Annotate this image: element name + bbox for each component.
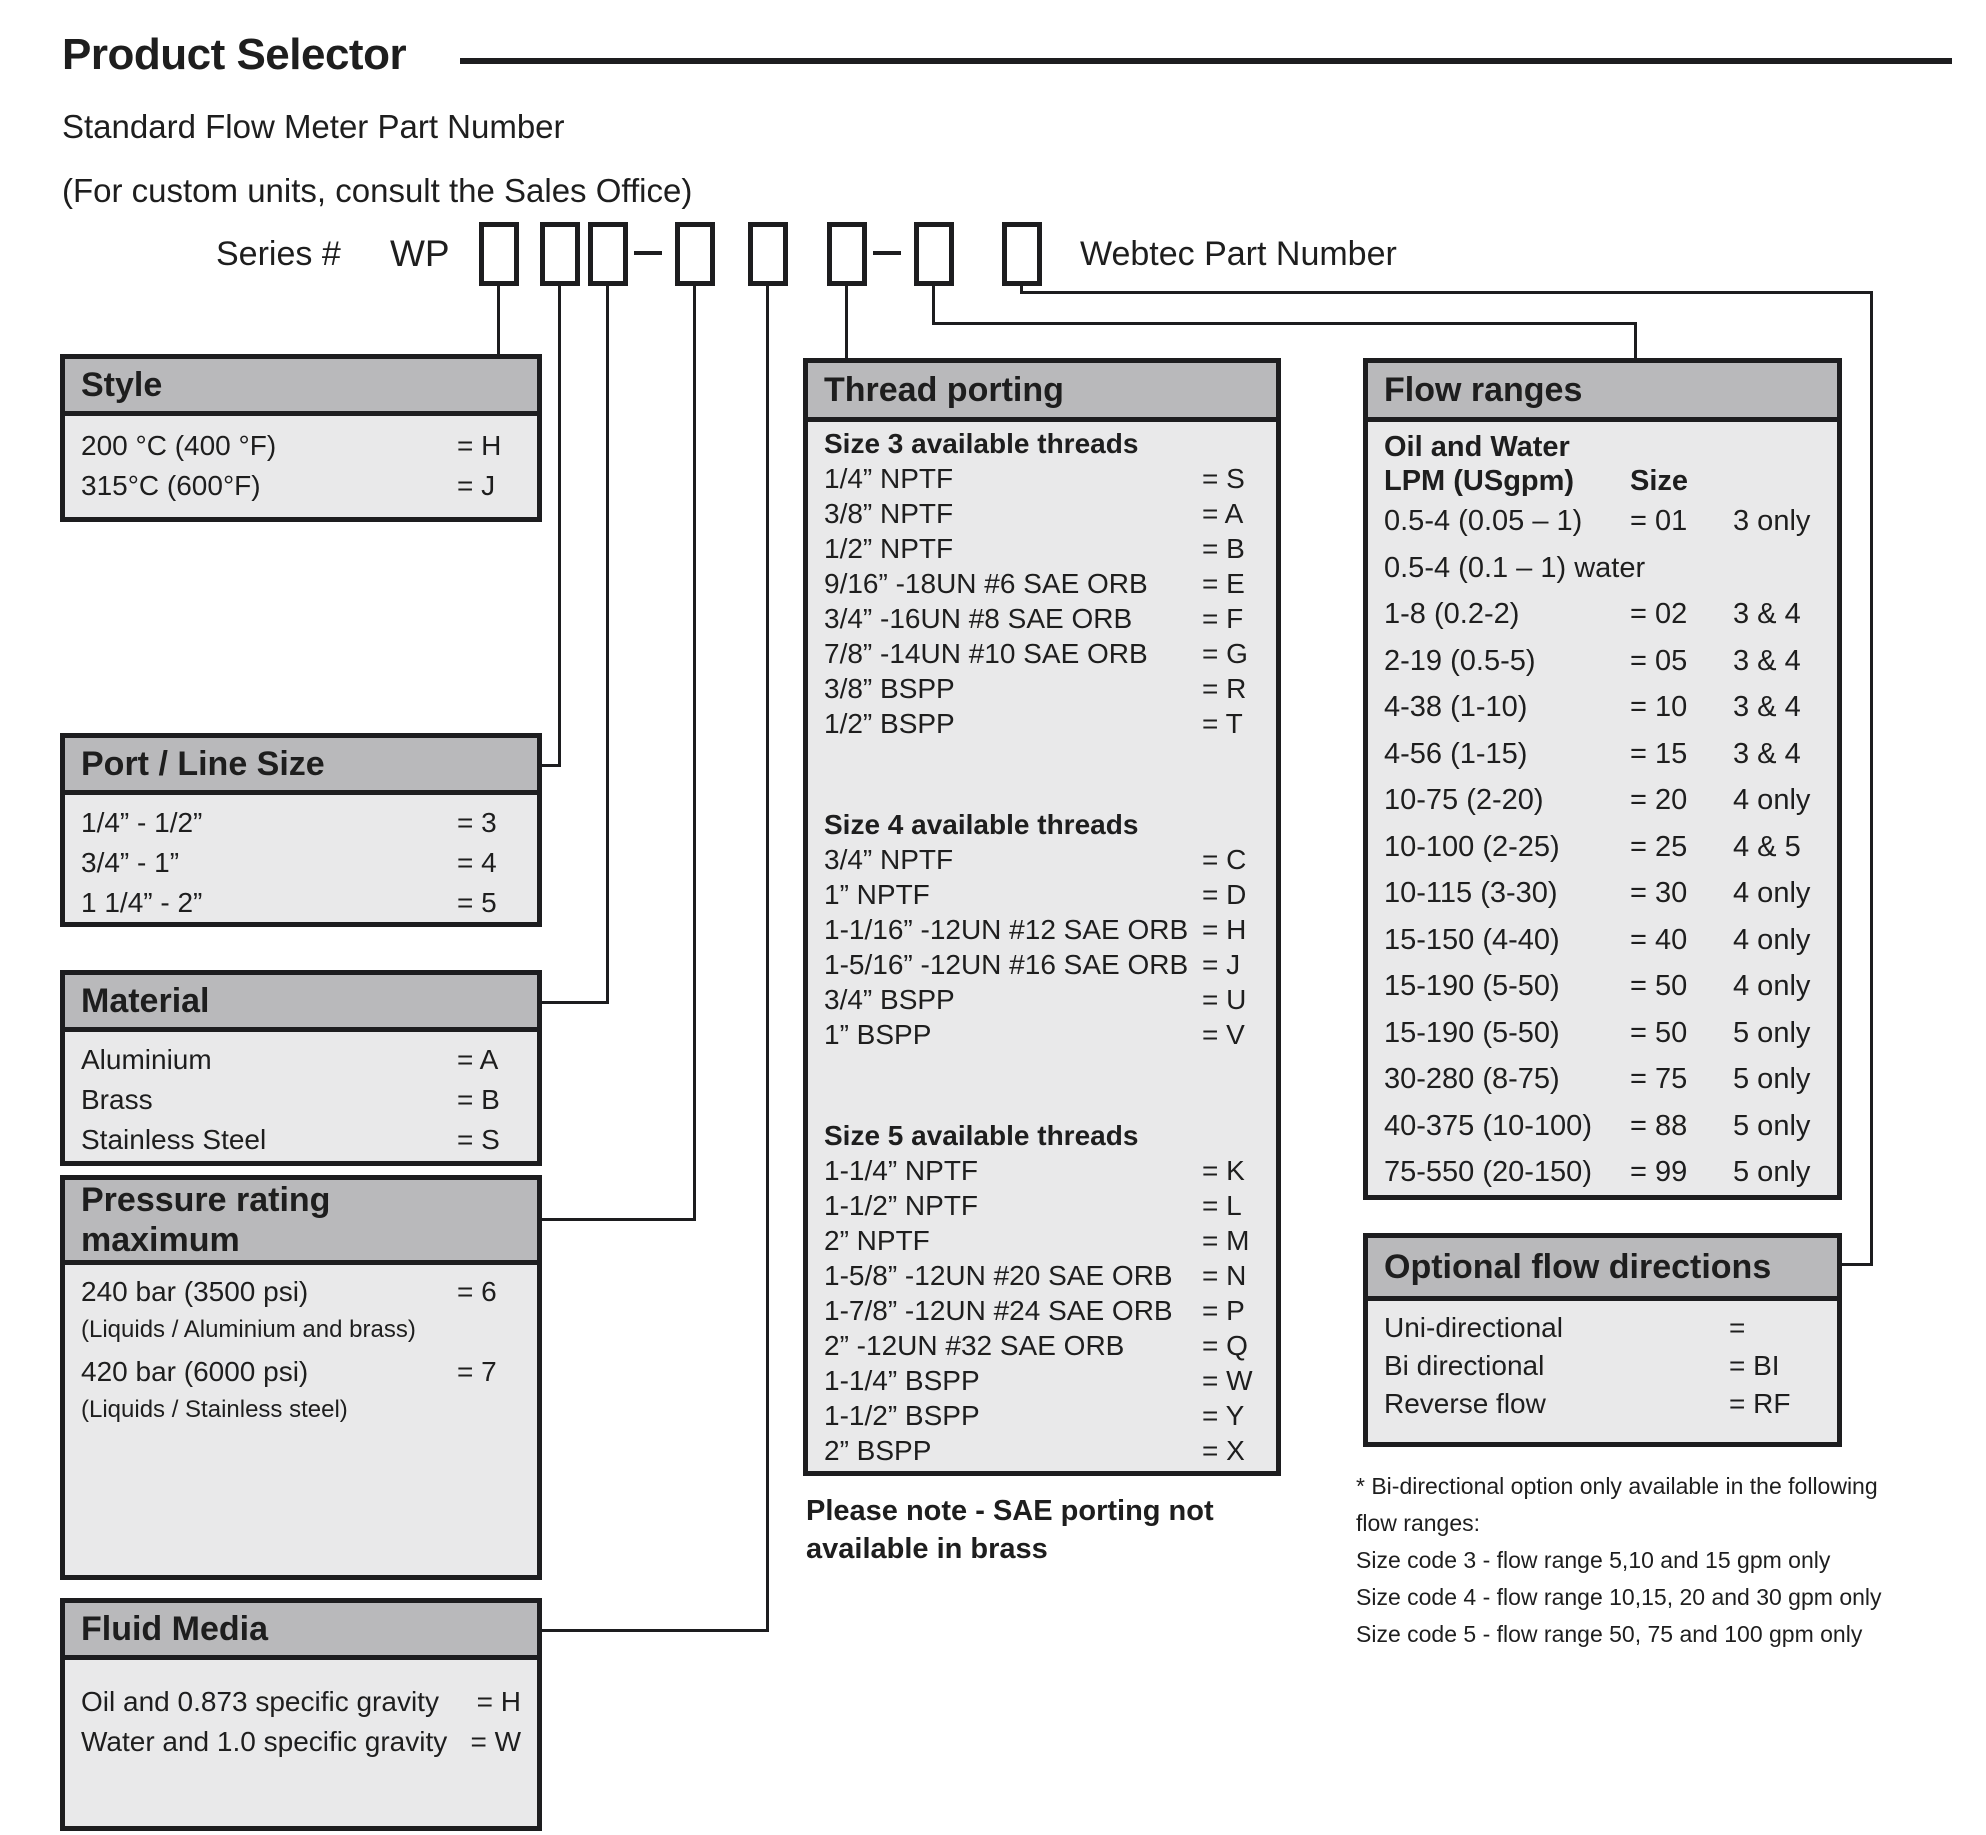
thread-size3-row-code: = G bbox=[1202, 638, 1248, 669]
port-line-size-row-label: 1/4” - 1/2” bbox=[81, 807, 203, 838]
thread-size5-row-code: = W bbox=[1202, 1365, 1253, 1396]
style-table-title: Style bbox=[81, 366, 163, 404]
thread-size5-row-code: = X bbox=[1202, 1435, 1245, 1466]
thread-size5-heading: Size 5 available threads bbox=[824, 1120, 1139, 1151]
flow-range-row-size: 3 & 4 bbox=[1733, 644, 1801, 677]
flow-range-row-range: 15-190 (5-50) bbox=[1384, 970, 1560, 1002]
material-row-code: = S bbox=[457, 1124, 500, 1155]
thread-size4-row bbox=[824, 877, 1260, 912]
flow-range-row bbox=[1384, 963, 1821, 1010]
fluid-media-row bbox=[81, 1722, 521, 1762]
thread-porting-table bbox=[803, 358, 1281, 1476]
connector-fluid-media-v bbox=[766, 286, 769, 1632]
style-row bbox=[81, 426, 521, 466]
thread-size5-row-code: = Q bbox=[1202, 1330, 1248, 1361]
port-line-size-row-code: = 5 bbox=[457, 887, 497, 918]
flow-range-row-range: 40-375 (10-100) bbox=[1384, 1109, 1592, 1142]
bidirectional-footnote-line-text: * Bi-directional option only available in the following bbox=[1356, 1473, 1878, 1499]
flow-ranges-table bbox=[1363, 358, 1842, 1200]
flow-range-row-size: 3 & 4 bbox=[1733, 598, 1801, 630]
part-number-box-style bbox=[479, 222, 519, 286]
connector-style bbox=[497, 286, 500, 354]
bidirectional-footnote-line-text: flow ranges: bbox=[1356, 1510, 1481, 1536]
flow-range-row-code: = 02 bbox=[1630, 598, 1688, 630]
flow-ranges-size-label: Size bbox=[1630, 465, 1689, 497]
bidirectional-footnote-line bbox=[1356, 1579, 1986, 1616]
flow-range-row bbox=[1384, 1010, 1821, 1057]
thread-size4-row-code: = J bbox=[1202, 949, 1241, 980]
fluid-media-row-code: = W bbox=[470, 1726, 521, 1757]
style-row-label: 315°C (600°F) bbox=[81, 470, 261, 501]
flow-direction-row-code: = RF bbox=[1729, 1388, 1791, 1419]
thread-size4-row bbox=[824, 842, 1260, 877]
flow-range-row-size: 5 only bbox=[1733, 1063, 1811, 1095]
port-line-size-row bbox=[81, 883, 521, 922]
port-line-size-row bbox=[81, 803, 521, 843]
thread-size5-row bbox=[824, 1433, 1260, 1468]
thread-size5-row bbox=[824, 1328, 1260, 1363]
fluid-media-table bbox=[60, 1598, 542, 1831]
flow-range-row-size: 5 only bbox=[1733, 1016, 1811, 1049]
thread-size5-row-label: 2” BSPP bbox=[824, 1435, 932, 1466]
thread-size3-row-code: = R bbox=[1202, 673, 1247, 704]
flow-range-row-size: 4 only bbox=[1733, 923, 1811, 956]
connector-pressure-h bbox=[542, 1218, 696, 1221]
pressure-row-label: (Liquids / Stainless steel) bbox=[81, 1396, 348, 1423]
fluid-media-row-label: Water and 1.0 specific gravity bbox=[81, 1726, 448, 1757]
flow-range-row-size: 3 only bbox=[1733, 505, 1811, 537]
pressure-rating-title-line2: maximum bbox=[81, 1221, 240, 1259]
flow-range-row-code: = 05 bbox=[1630, 644, 1688, 677]
port-line-size-row-label: 1 1/4” - 2” bbox=[81, 887, 203, 918]
thread-size4-heading: Size 4 available threads bbox=[824, 809, 1139, 840]
style-row-label: 200 °C (400 °F) bbox=[81, 430, 277, 461]
pressure-row bbox=[81, 1393, 521, 1431]
thread-size4-row-label: 3/4” NPTF bbox=[824, 844, 954, 875]
sae-note-line1: Please note - SAE porting not bbox=[806, 1495, 1214, 1527]
port-line-size-header bbox=[65, 738, 537, 795]
fluid-media-header bbox=[65, 1603, 537, 1660]
thread-size4-row-code: = U bbox=[1202, 984, 1247, 1015]
connector-flow-direction-v2 bbox=[1870, 291, 1873, 1266]
material-body bbox=[65, 1032, 537, 1161]
thread-size3-row-code: = A bbox=[1202, 498, 1244, 529]
pressure-rating-table bbox=[60, 1175, 542, 1580]
connector-thread-porting bbox=[845, 286, 848, 358]
flow-range-row bbox=[1384, 498, 1821, 545]
connector-port-size-h bbox=[542, 764, 561, 767]
thread-size5-row bbox=[824, 1188, 1260, 1223]
pressure-row bbox=[81, 1351, 521, 1393]
flow-direction-row bbox=[1384, 1347, 1821, 1385]
material-row-code: = B bbox=[457, 1084, 500, 1115]
thread-size4-row bbox=[824, 1017, 1260, 1052]
style-table-body bbox=[65, 416, 537, 517]
flow-range-row-range: 10-100 (2-25) bbox=[1384, 830, 1560, 863]
thread-size5-row-code: = L bbox=[1202, 1190, 1242, 1221]
thread-size5-rows bbox=[824, 1153, 1260, 1468]
material-table bbox=[60, 970, 542, 1166]
connector-flow-range-v1 bbox=[932, 286, 935, 325]
flow-range-row bbox=[1384, 591, 1821, 638]
connector-port-size-v bbox=[558, 286, 561, 767]
material-row bbox=[81, 1120, 521, 1160]
series-prefix: WP bbox=[390, 233, 450, 274]
flow-directions-body bbox=[1368, 1301, 1837, 1447]
pressure-rating-title-line1: Pressure rating bbox=[81, 1181, 331, 1219]
series-suffix: Webtec Part Number bbox=[1080, 235, 1397, 273]
flow-direction-row-label: Uni-directional bbox=[1384, 1312, 1563, 1343]
flow-ranges-body bbox=[1368, 422, 1837, 1196]
thread-size5-row-code: = M bbox=[1202, 1225, 1250, 1256]
thread-size4-rows bbox=[824, 842, 1260, 1052]
flow-range-row-code: = 20 bbox=[1630, 784, 1688, 816]
flow-range-row bbox=[1384, 545, 1821, 592]
flow-range-row-range: 75-550 (20-150) bbox=[1384, 1156, 1592, 1188]
thread-size3-row-label: 3/8” NPTF bbox=[824, 498, 954, 529]
flow-range-row-range: 0.5-4 (0.05 – 1) bbox=[1384, 505, 1583, 537]
port-line-size-row-code: = 4 bbox=[457, 847, 497, 878]
thread-size4-row-label: 1-5/16” -12UN #16 SAE ORB bbox=[824, 949, 1189, 980]
part-number-box-flow-range bbox=[914, 222, 954, 286]
thread-size3-row-label: 1/2” BSPP bbox=[824, 708, 955, 739]
thread-size5-row bbox=[824, 1363, 1260, 1398]
material-row bbox=[81, 1040, 521, 1080]
thread-size5-row bbox=[824, 1223, 1260, 1258]
thread-size3-heading: Size 3 available threads bbox=[824, 428, 1139, 459]
thread-size3-row-label: 1/2” NPTF bbox=[824, 533, 954, 564]
flow-directions-table bbox=[1363, 1233, 1842, 1447]
flow-range-row-code: = 88 bbox=[1630, 1109, 1688, 1142]
thread-size5-row-code: = K bbox=[1202, 1155, 1245, 1186]
flow-range-row-code: = 10 bbox=[1630, 691, 1688, 723]
flow-range-row bbox=[1384, 824, 1821, 871]
flow-range-row-code: = 50 bbox=[1630, 970, 1688, 1002]
thread-porting-header bbox=[808, 363, 1276, 422]
flow-range-row-code: = 75 bbox=[1630, 1063, 1688, 1095]
thread-size3-row-code: = E bbox=[1202, 568, 1245, 599]
material-row-label: Stainless Steel bbox=[81, 1124, 267, 1155]
connector-flow-range-h bbox=[932, 322, 1637, 325]
thread-size4-row bbox=[824, 947, 1260, 982]
thread-size4-row-label: 1” BSPP bbox=[824, 1019, 932, 1050]
pressure-row-label: (Liquids / Aluminium and brass) bbox=[81, 1316, 416, 1343]
thread-size5-row-code: = P bbox=[1202, 1295, 1245, 1326]
flow-range-row bbox=[1384, 1103, 1821, 1150]
material-title: Material bbox=[81, 982, 210, 1020]
part-number-dash-2 bbox=[873, 251, 901, 255]
style-table bbox=[60, 354, 542, 522]
bidirectional-footnote-line bbox=[1356, 1616, 1986, 1653]
pressure-row-label: 240 bar (3500 psi) bbox=[81, 1276, 309, 1307]
flow-directions-title: Optional flow directions bbox=[1384, 1248, 1772, 1286]
thread-size3-row-label: 9/16” -18UN #6 SAE ORB bbox=[824, 568, 1148, 599]
thread-size3-row bbox=[824, 531, 1260, 566]
connector-pressure-v bbox=[693, 286, 696, 1221]
thread-gap-1 bbox=[824, 741, 1260, 807]
material-row bbox=[81, 1080, 521, 1120]
thread-size5-row bbox=[824, 1293, 1260, 1328]
part-number-box-thread-porting bbox=[827, 222, 867, 286]
thread-size3-row bbox=[824, 496, 1260, 531]
flow-range-row bbox=[1384, 870, 1821, 917]
thread-size3-row bbox=[824, 636, 1260, 671]
flow-range-row-range: 1-8 (0.2-2) bbox=[1384, 598, 1520, 630]
thread-size3-row bbox=[824, 566, 1260, 601]
thread-size4-row-label: 3/4” BSPP bbox=[824, 984, 955, 1015]
thread-porting-title: Thread porting bbox=[824, 371, 1064, 409]
thread-size5-row bbox=[824, 1398, 1260, 1433]
part-number-box-flow-direction bbox=[1002, 222, 1042, 286]
flow-ranges-header bbox=[1368, 363, 1837, 422]
material-row-code: = A bbox=[457, 1044, 499, 1075]
thread-size3-row-label: 7/8” -14UN #10 SAE ORB bbox=[824, 638, 1148, 669]
flow-ranges-col-header-line2 bbox=[1384, 464, 1821, 498]
port-line-size-row-code: = 3 bbox=[457, 807, 497, 838]
style-row-code: = J bbox=[457, 470, 496, 501]
thread-size3-row-label: 3/8” BSPP bbox=[824, 673, 955, 704]
port-line-size-title: Port / Line Size bbox=[81, 745, 325, 783]
thread-gap-2 bbox=[824, 1052, 1260, 1118]
thread-size5-row-label: 1-1/4” NPTF bbox=[824, 1155, 979, 1186]
thread-size4-row bbox=[824, 912, 1260, 947]
flow-directions-header bbox=[1368, 1238, 1837, 1301]
series-label: Series # bbox=[216, 235, 341, 273]
pressure-row bbox=[81, 1313, 521, 1351]
material-row-label: Brass bbox=[81, 1084, 153, 1115]
flow-direction-row-label: Reverse flow bbox=[1384, 1388, 1546, 1419]
flow-range-row bbox=[1384, 731, 1821, 778]
bidirectional-footnote-line bbox=[1356, 1542, 1986, 1579]
thread-size4-row-label: 1-1/16” -12UN #12 SAE ORB bbox=[824, 914, 1189, 945]
thread-size3-row bbox=[824, 671, 1260, 706]
bidirectional-footnote-line-text: Size code 3 - flow range 5,10 and 15 gpm only bbox=[1356, 1547, 1831, 1573]
thread-size3-row bbox=[824, 461, 1260, 496]
flow-range-row bbox=[1384, 917, 1821, 964]
flow-range-row-size: 4 only bbox=[1733, 970, 1811, 1002]
subtitle-line1: Standard Flow Meter Part Number bbox=[62, 108, 565, 145]
flow-range-row-code: = 01 bbox=[1630, 505, 1688, 537]
port-line-size-body bbox=[65, 795, 537, 922]
bidirectional-footnote-line bbox=[1356, 1505, 1986, 1542]
flow-range-row bbox=[1384, 684, 1821, 731]
connector-flow-direction-h2 bbox=[1842, 1263, 1873, 1266]
thread-porting-body bbox=[808, 422, 1276, 1472]
port-line-size-table bbox=[60, 733, 542, 927]
connector-flow-direction-h1 bbox=[1020, 291, 1873, 294]
thread-size4-row-code: = C bbox=[1202, 844, 1247, 875]
flow-range-row-size: 4 only bbox=[1733, 877, 1811, 909]
thread-size3-row-code: = T bbox=[1202, 708, 1243, 739]
flow-range-row-size: 5 only bbox=[1733, 1109, 1811, 1142]
pressure-row-code: = 6 bbox=[457, 1276, 497, 1307]
flow-range-row-size: 3 & 4 bbox=[1733, 737, 1801, 770]
flow-range-row bbox=[1384, 777, 1821, 824]
flow-range-row-range: 15-150 (4-40) bbox=[1384, 923, 1560, 956]
flow-direction-row-label: Bi directional bbox=[1384, 1350, 1545, 1381]
connector-fluid-media-h bbox=[542, 1629, 769, 1632]
thread-size5-row-label: 2” -12UN #32 SAE ORB bbox=[824, 1330, 1125, 1361]
flow-direction-row bbox=[1384, 1309, 1821, 1347]
pressure-row bbox=[81, 1271, 521, 1313]
flow-range-row-code: = 25 bbox=[1630, 830, 1688, 863]
thread-size5-row bbox=[824, 1258, 1260, 1293]
thread-size5-row-label: 1-7/8” -12UN #24 SAE ORB bbox=[824, 1295, 1173, 1326]
bidirectional-footnote-line-text: Size code 5 - flow range 50, 75 and 100 gpm only bbox=[1356, 1621, 1863, 1647]
connector-flow-range-v2 bbox=[1634, 322, 1637, 358]
port-line-size-row-label: 3/4” - 1” bbox=[81, 847, 180, 878]
flow-range-row-code: = 40 bbox=[1630, 923, 1688, 956]
thread-size5-row-label: 1-1/2” BSPP bbox=[824, 1400, 980, 1431]
flow-range-row-range: 10-75 (2-20) bbox=[1384, 784, 1544, 816]
flow-range-row-size: 5 only bbox=[1733, 1156, 1811, 1188]
style-row-code: = H bbox=[457, 430, 502, 461]
thread-size4-row-label: 1” NPTF bbox=[824, 879, 930, 910]
flow-range-row-range: 4-38 (1-10) bbox=[1384, 691, 1528, 723]
flow-range-row-range: 15-190 (5-50) bbox=[1384, 1016, 1560, 1049]
title-rule bbox=[460, 58, 1952, 64]
pressure-rating-header bbox=[65, 1180, 537, 1265]
flow-range-row-size: 4 only bbox=[1733, 784, 1811, 816]
flow-range-row-size: 4 & 5 bbox=[1733, 830, 1801, 863]
thread-size5-row-label: 1-1/4” BSPP bbox=[824, 1365, 980, 1396]
flow-ranges-col-header-line1: Oil and Water bbox=[1384, 431, 1570, 463]
fluid-media-row-label: Oil and 0.873 specific gravity bbox=[81, 1686, 439, 1717]
flow-range-row-range: 4-56 (1-15) bbox=[1384, 737, 1528, 770]
flow-range-row-size: 3 & 4 bbox=[1733, 691, 1801, 723]
flow-ranges-rows bbox=[1384, 498, 1821, 1196]
thread-size5-row-code: = N bbox=[1202, 1260, 1247, 1291]
thread-size3-row bbox=[824, 601, 1260, 636]
sae-note-line2: available in brass bbox=[806, 1533, 1048, 1565]
flow-range-row-range: 0.5-4 (0.1 – 1) water bbox=[1384, 551, 1646, 584]
fluid-media-title: Fluid Media bbox=[81, 1610, 268, 1648]
flow-range-row-code: = 30 bbox=[1630, 877, 1688, 909]
thread-size4-row-code: = V bbox=[1202, 1019, 1245, 1050]
pressure-row-code: = 7 bbox=[457, 1356, 497, 1387]
flow-ranges-title: Flow ranges bbox=[1384, 371, 1583, 409]
thread-size4-row-code: = H bbox=[1202, 914, 1247, 945]
material-row-label: Aluminium bbox=[81, 1044, 212, 1075]
subtitle-line2: (For custom units, consult the Sales Office) bbox=[62, 172, 693, 209]
thread-size3-row-label: 3/4” -16UN #8 SAE ORB bbox=[824, 603, 1133, 634]
part-number-box-fluid-media bbox=[748, 222, 788, 286]
flow-range-row bbox=[1384, 1056, 1821, 1103]
flow-range-row bbox=[1384, 1149, 1821, 1196]
thread-size5-row-label: 2” NPTF bbox=[824, 1225, 930, 1256]
thread-size4-row-code: = D bbox=[1202, 879, 1247, 910]
thread-size5-row-label: 1-5/8” -12UN #20 SAE ORB bbox=[824, 1260, 1173, 1291]
part-number-box-port-size bbox=[540, 222, 580, 286]
thread-size5-row bbox=[824, 1153, 1260, 1188]
bidirectional-footnote-line bbox=[1356, 1468, 1986, 1505]
bidirectional-footnote bbox=[1356, 1468, 1986, 1653]
flow-range-row-range: 2-19 (0.5-5) bbox=[1384, 644, 1536, 677]
bidirectional-footnote-line-text: Size code 4 - flow range 10,15, 20 and 30 gpm only bbox=[1356, 1584, 1882, 1610]
fluid-media-body bbox=[65, 1660, 537, 1826]
thread-size3-row-label: 1/4” NPTF bbox=[824, 463, 954, 494]
thread-size3-row-code: = B bbox=[1202, 533, 1245, 564]
page-title: Product Selector bbox=[62, 30, 407, 79]
pressure-row-label: 420 bar (6000 psi) bbox=[81, 1356, 309, 1387]
flow-range-row-code: = 50 bbox=[1630, 1016, 1688, 1049]
flow-range-row bbox=[1384, 638, 1821, 685]
flow-range-row-code: = 15 bbox=[1630, 737, 1688, 770]
style-row bbox=[81, 466, 521, 506]
flow-range-row-code: = 99 bbox=[1630, 1156, 1688, 1188]
part-number-box-material bbox=[588, 222, 628, 286]
flow-direction-row-code: = BI bbox=[1729, 1350, 1780, 1381]
flow-ranges-lpm-label: LPM (USgpm) bbox=[1384, 465, 1575, 497]
flow-direction-row-code: = bbox=[1729, 1312, 1746, 1343]
thread-size5-row-label: 1-1/2” NPTF bbox=[824, 1190, 979, 1221]
thread-size5-row-code: = Y bbox=[1202, 1400, 1245, 1431]
style-table-header bbox=[65, 359, 537, 416]
thread-size3-row-code: = S bbox=[1202, 463, 1245, 494]
part-number-dash-1 bbox=[634, 251, 662, 255]
connector-material-v bbox=[606, 286, 609, 1004]
port-line-size-row bbox=[81, 843, 521, 883]
material-header bbox=[65, 975, 537, 1032]
thread-size3-row-code: = F bbox=[1202, 603, 1244, 634]
flow-direction-row bbox=[1384, 1385, 1821, 1423]
thread-size3-row bbox=[824, 706, 1260, 741]
fluid-media-row-code: = H bbox=[476, 1686, 521, 1717]
thread-size4-row bbox=[824, 982, 1260, 1017]
connector-material-h bbox=[542, 1001, 609, 1004]
fluid-media-row bbox=[81, 1682, 521, 1722]
flow-range-row-range: 10-115 (3-30) bbox=[1384, 877, 1558, 909]
flow-range-row-range: 30-280 (8-75) bbox=[1384, 1063, 1560, 1095]
pressure-rating-body bbox=[65, 1265, 537, 1575]
thread-size3-rows bbox=[824, 461, 1260, 741]
part-number-box-pressure bbox=[675, 222, 715, 286]
